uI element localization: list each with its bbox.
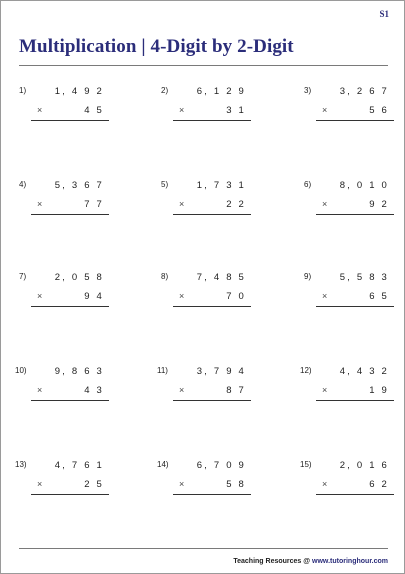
times-sign: ×	[37, 385, 43, 395]
times-sign: ×	[322, 385, 328, 395]
multiplier: 5 6	[369, 105, 389, 116]
problem-number: 1)	[19, 86, 27, 95]
times-sign: ×	[179, 199, 185, 209]
multiplicand: 6, 1 2 9	[196, 86, 246, 97]
answer-line	[31, 306, 109, 307]
times-sign: ×	[322, 479, 328, 489]
title-divider	[19, 65, 388, 66]
multiplicand: 3, 7 9 4	[196, 366, 246, 377]
footer-text: Teaching Resources @	[233, 558, 313, 565]
problem-number: 15)	[300, 460, 312, 469]
multiplier: 7 7	[84, 199, 104, 210]
multiplicand: 4, 4 3 2	[339, 366, 389, 377]
problem-number: 3)	[304, 86, 312, 95]
times-sign: ×	[322, 105, 328, 115]
answer-line	[31, 214, 109, 215]
answer-line	[173, 120, 251, 121]
times-sign: ×	[179, 385, 185, 395]
problem-6	[304, 180, 394, 220]
answer-line	[173, 306, 251, 307]
problem-2	[161, 86, 251, 126]
multiplicand: 5, 3 6 7	[54, 180, 104, 191]
multiplier: 4 3	[84, 385, 104, 396]
multiplicand: 7, 4 8 5	[196, 272, 246, 283]
problem-7	[19, 272, 109, 312]
multiplier: 2 2	[226, 199, 246, 210]
problem-number: 14)	[157, 460, 169, 469]
problem-number: 11)	[157, 366, 168, 375]
problem-number: 6)	[304, 180, 312, 189]
answer-line	[173, 214, 251, 215]
multiplier: 6 5	[369, 291, 389, 302]
problem-14	[157, 460, 247, 500]
problem-3	[304, 86, 394, 126]
problem-5	[161, 180, 251, 220]
problem-number: 4)	[19, 180, 27, 189]
multiplicand: 2, 0 5 8	[54, 272, 104, 283]
multiplicand: 2, 0 1 6	[339, 460, 389, 471]
times-sign: ×	[179, 479, 185, 489]
multiplier: 6 2	[369, 479, 389, 490]
multiplier: 8 7	[226, 385, 246, 396]
multiplier: 9 4	[84, 291, 104, 302]
answer-line	[316, 120, 394, 121]
multiplier: 5 8	[226, 479, 246, 490]
footer-link[interactable]: www.tutoringhour.com	[312, 558, 388, 565]
multiplicand: 5, 5 8 3	[339, 272, 389, 283]
times-sign: ×	[37, 199, 43, 209]
multiplier: 9 2	[369, 199, 389, 210]
problem-10	[15, 366, 105, 406]
multiplicand: 1, 4 9 2	[54, 86, 104, 97]
multiplier: 1 9	[369, 385, 389, 396]
multiplier: 2 5	[84, 479, 104, 490]
problem-13	[15, 460, 105, 500]
answer-line	[31, 400, 109, 401]
times-sign: ×	[37, 105, 43, 115]
times-sign: ×	[179, 291, 185, 301]
answer-line	[316, 494, 394, 495]
multiplicand: 8, 0 1 0	[339, 180, 389, 191]
multiplicand: 6, 7 0 9	[196, 460, 246, 471]
answer-line	[31, 494, 109, 495]
problem-number: 7)	[19, 272, 27, 281]
problem-11	[157, 366, 247, 406]
multiplicand: 4, 7 6 1	[54, 460, 104, 471]
answer-line	[316, 214, 394, 215]
multiplier: 3 1	[226, 105, 246, 116]
problem-9	[304, 272, 394, 312]
page-title: Multiplication | 4-Digit by 2-Digit	[19, 36, 294, 57]
problem-15	[300, 460, 390, 500]
problem-8	[161, 272, 251, 312]
multiplicand: 3, 2 6 7	[339, 86, 389, 97]
footer-divider	[19, 548, 388, 549]
multiplier: 4 5	[84, 105, 104, 116]
answer-line	[316, 306, 394, 307]
answer-line	[173, 400, 251, 401]
times-sign: ×	[37, 291, 43, 301]
sheet-code: S1	[379, 9, 389, 19]
answer-line	[316, 400, 394, 401]
problem-4	[19, 180, 109, 220]
problem-number: 9)	[304, 272, 312, 281]
problem-number: 8)	[161, 272, 169, 281]
problem-number: 13)	[15, 460, 27, 469]
times-sign: ×	[179, 105, 185, 115]
footer	[233, 558, 388, 565]
problem-1	[19, 86, 109, 126]
answer-line	[173, 494, 251, 495]
multiplicand: 1, 7 3 1	[196, 180, 246, 191]
answer-line	[31, 120, 109, 121]
problem-number: 2)	[161, 86, 169, 95]
times-sign: ×	[322, 199, 328, 209]
times-sign: ×	[322, 291, 328, 301]
problem-12	[300, 366, 390, 406]
multiplicand: 9, 8 6 3	[54, 366, 104, 377]
times-sign: ×	[37, 479, 43, 489]
problem-number: 10)	[15, 366, 27, 375]
problem-number: 12)	[300, 366, 312, 375]
problem-number: 5)	[161, 180, 169, 189]
multiplier: 7 0	[226, 291, 246, 302]
